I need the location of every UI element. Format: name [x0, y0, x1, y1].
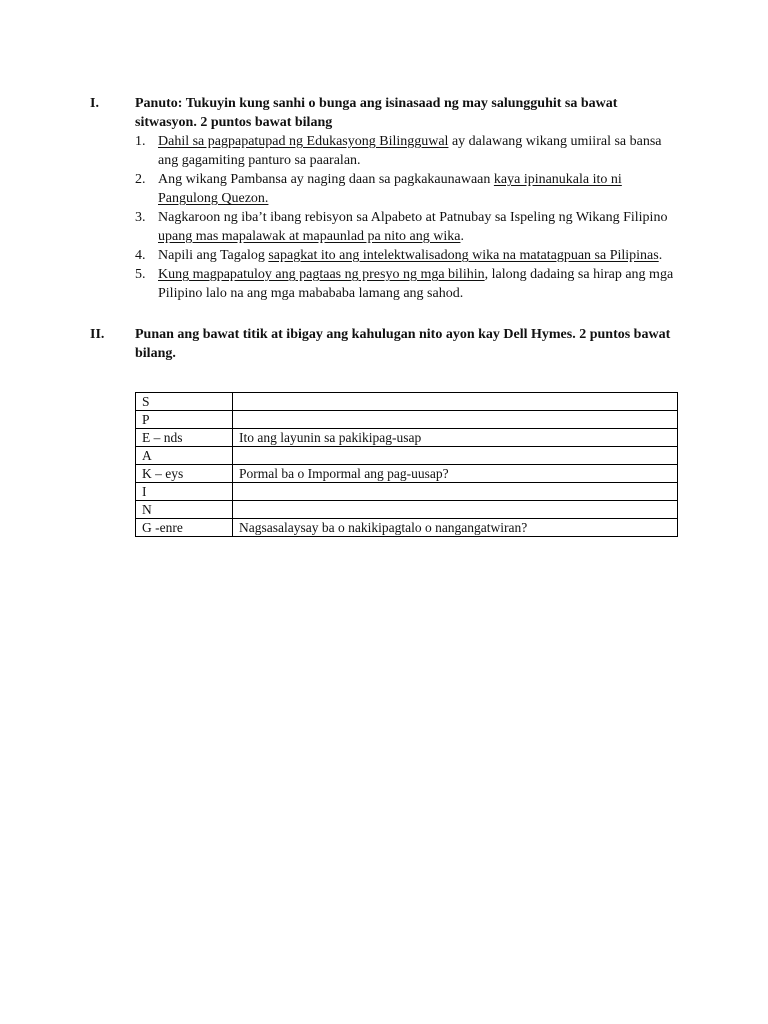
table-row — [136, 483, 678, 501]
situation-item — [135, 208, 680, 246]
table-row — [136, 501, 678, 519]
section-one-numeral: I. — [90, 96, 99, 111]
letter-cell: S — [136, 393, 233, 411]
section-two-numeral: II. — [90, 327, 105, 342]
plain-phrase: , lalong dadaing sa hirap ang mga Pilipino lalo na ang mga mabababa lamang ang sahod. — [158, 267, 674, 301]
plain-phrase: Ang wikang Pambansa ay naging daan sa pagkakaunawaan — [158, 172, 494, 187]
table-row — [136, 519, 678, 537]
item-text — [158, 267, 673, 301]
underlined-phrase: kaya ipinanukala ito ni Pangulong Quezon. — [158, 172, 622, 206]
meaning-cell: Nagsasalaysay ba o nakikipagtalo o nangangatwiran? — [233, 519, 678, 537]
section-two-instructions: Punan ang bawat titik at ibigay ang kahulugan nito ayon kay Dell Hymes. 2 puntos bawat bilang. — [135, 327, 671, 361]
table-row — [136, 429, 678, 447]
table-row — [136, 411, 678, 429]
table-row — [136, 465, 678, 483]
meaning-cell[interactable] — [233, 483, 678, 501]
situation-item — [135, 132, 680, 170]
plain-phrase: Napili ang Tagalog — [158, 248, 269, 263]
situation-item — [135, 246, 680, 265]
letter-cell: I — [136, 483, 233, 501]
section-one-instructions: Panuto: Tukuyin kung sanhi o bunga ang isinasaad ng may salungguhit sa bawat sitwasyon. 2 puntos bawat bilang — [135, 96, 618, 130]
meaning-cell[interactable] — [233, 447, 678, 465]
section-one — [90, 94, 680, 303]
item-number: 2. — [135, 172, 146, 187]
underlined-phrase: sapagkat ito ang intelektwalisadong wika na matatagpuan sa Pilipinas — [268, 248, 659, 263]
letter-cell: N — [136, 501, 233, 519]
meaning-cell: Ito ang layunin sa pakikipag-usap — [233, 429, 678, 447]
item-text — [158, 248, 662, 263]
plain-phrase: . — [658, 248, 663, 263]
letter-cell: E – nds — [136, 429, 233, 447]
letter-cell: K – eys — [136, 465, 233, 483]
meaning-cell[interactable] — [233, 411, 678, 429]
situation-item — [135, 170, 680, 208]
underlined-phrase: Kung magpapatuloy ang pagtaas ng presyo ng mga bilihin — [158, 267, 485, 282]
plain-phrase: Nagkaroon ng iba’t ibang rebisyon sa Alpabeto at Patnubay sa Ispeling ng Wikang Filipino — [158, 210, 668, 225]
underlined-phrase: Dahil sa pagpapatupad ng Edukasyong Bilingguwal — [158, 134, 449, 149]
item-text — [158, 134, 662, 168]
meaning-cell: Pormal ba o Impormal ang pag-uusap? — [233, 465, 678, 483]
table-row — [136, 447, 678, 465]
plain-phrase: . — [460, 229, 464, 244]
item-number: 5. — [135, 267, 146, 282]
situation-list — [135, 132, 680, 303]
item-text — [158, 210, 667, 244]
item-number: 3. — [135, 210, 146, 225]
item-number: 4. — [135, 248, 146, 263]
speaking-model-table — [135, 392, 678, 537]
table-row — [136, 393, 678, 411]
situation-item — [135, 265, 680, 303]
letter-cell: A — [136, 447, 233, 465]
item-text — [158, 172, 622, 206]
letter-cell: G -enre — [136, 519, 233, 537]
meaning-cell[interactable] — [233, 393, 678, 411]
item-number: 1. — [135, 134, 146, 149]
meaning-cell[interactable] — [233, 501, 678, 519]
underlined-phrase: upang mas mapalawak at mapaunlad pa nito ang wika — [158, 229, 461, 244]
plain-phrase: ay dalawang wikang umiiral sa bansa ang gagamiting panturo sa paaralan. — [158, 134, 662, 168]
section-two — [90, 325, 680, 363]
letter-cell: P — [136, 411, 233, 429]
